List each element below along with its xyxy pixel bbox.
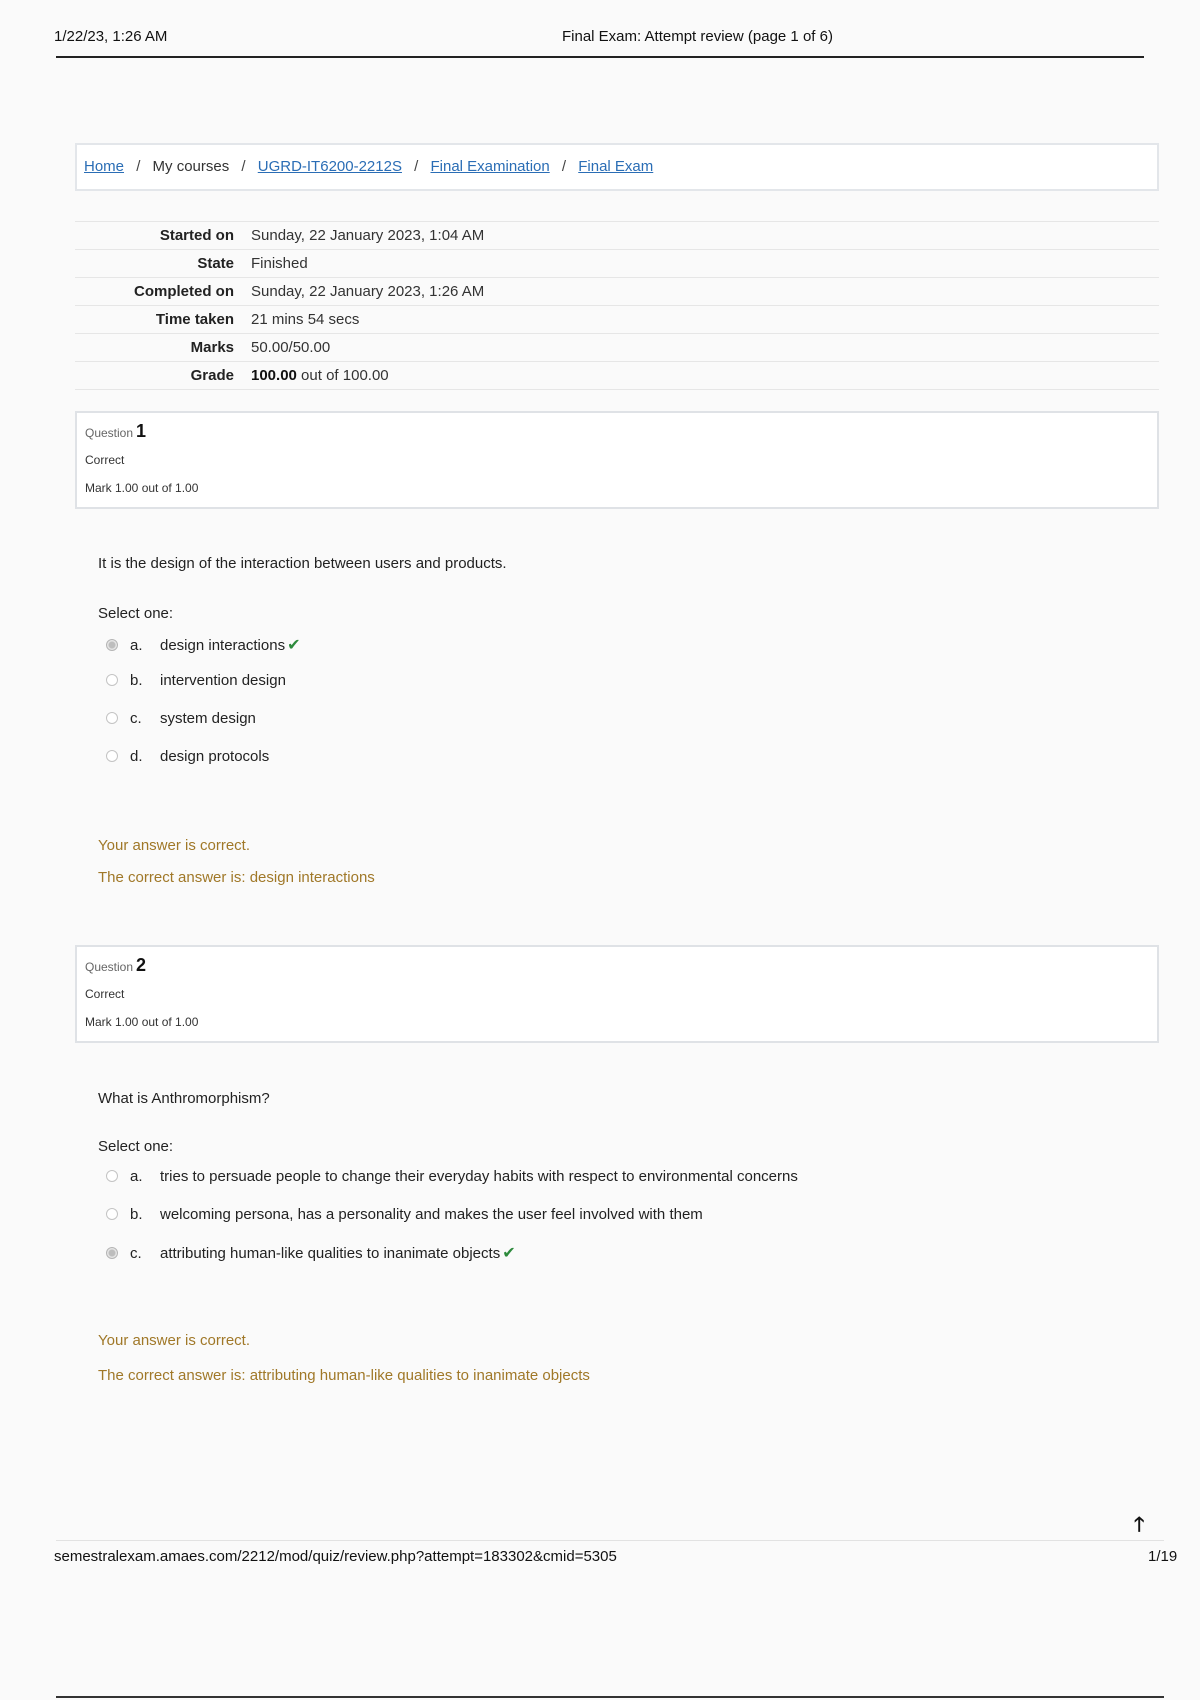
question-label: Question bbox=[85, 426, 134, 440]
breadcrumb-my-courses: My courses bbox=[152, 158, 230, 175]
breadcrumb-home-link[interactable]: Home bbox=[84, 158, 125, 175]
breadcrumb-separator: / bbox=[241, 158, 246, 175]
answer-feedback: Your answer is correct. bbox=[98, 837, 251, 854]
summary-label: Completed on bbox=[134, 283, 234, 300]
summary-value: Finished bbox=[251, 255, 308, 272]
arrow-up-icon[interactable]: 🡑 bbox=[1134, 1514, 1145, 1536]
summary-row-completed bbox=[75, 277, 1159, 305]
print-page-title: Final Exam: Attempt review (page 1 of 6) bbox=[562, 28, 833, 45]
answer-option[interactable] bbox=[106, 1168, 798, 1188]
correct-answer-text: The correct answer is: design interactions bbox=[98, 869, 375, 886]
breadcrumb-separator: / bbox=[561, 158, 567, 175]
option-letter: b. bbox=[130, 672, 143, 689]
answer-feedback: Your answer is correct. bbox=[98, 1332, 251, 1349]
summary-label: Marks bbox=[190, 339, 234, 356]
radio-unselected[interactable] bbox=[106, 750, 118, 762]
question-number-value: 2 bbox=[136, 955, 147, 975]
breadcrumb-final-exam-link[interactable]: Final Exam bbox=[578, 158, 654, 175]
question-state: Correct bbox=[85, 453, 125, 467]
radio-unselected[interactable] bbox=[106, 712, 118, 724]
summary-label: Time taken bbox=[155, 311, 234, 328]
answer-option[interactable] bbox=[106, 672, 286, 692]
answer-option[interactable] bbox=[106, 1206, 703, 1226]
check-icon: ✔ bbox=[287, 637, 301, 654]
radio-selected[interactable] bbox=[106, 1247, 118, 1259]
breadcrumb-separator: / bbox=[414, 158, 419, 175]
breadcrumb bbox=[75, 143, 1159, 191]
question-label: Question bbox=[85, 960, 134, 974]
footer-divider bbox=[56, 1540, 1164, 1541]
check-icon: ✔ bbox=[502, 1245, 516, 1262]
summary-value: 50.00/50.00 bbox=[251, 339, 331, 356]
option-text: intervention design bbox=[160, 672, 286, 689]
select-one-prompt: Select one: bbox=[98, 1138, 174, 1155]
print-url: semestralexam.amaes.com/2212/mod/quiz/review.php?attempt=183302&cmid=5305 bbox=[54, 1548, 617, 1565]
option-text: attributing human-like qualities to inanimate objects bbox=[160, 1245, 501, 1262]
question-text: It is the design of the interaction between users and products. bbox=[98, 555, 507, 572]
summary-grade-value bbox=[251, 367, 389, 384]
summary-label: Started on bbox=[159, 227, 234, 244]
breadcrumb-separator: / bbox=[136, 158, 141, 175]
print-page-number: 1/19 bbox=[1148, 1548, 1178, 1565]
grade-score: 100.00 bbox=[251, 367, 297, 384]
summary-row-marks bbox=[75, 333, 1159, 361]
option-letter: b. bbox=[130, 1206, 143, 1223]
option-letter: c. bbox=[130, 710, 142, 727]
attempt-summary-table bbox=[75, 221, 1159, 390]
radio-unselected[interactable] bbox=[106, 1208, 118, 1220]
correct-answer-text: The correct answer is: attributing human-like qualities to inanimate objects bbox=[98, 1367, 590, 1384]
summary-value: Sunday, 22 January 2023, 1:04 AM bbox=[251, 227, 485, 244]
summary-value: Sunday, 22 January 2023, 1:26 AM bbox=[251, 283, 485, 300]
summary-row-grade bbox=[75, 361, 1159, 390]
question-mark: Mark 1.00 out of 1.00 bbox=[85, 481, 199, 495]
option-letter: a. bbox=[130, 1168, 143, 1185]
answer-option[interactable] bbox=[106, 1243, 516, 1263]
question-text: What is Anthromorphism? bbox=[98, 1090, 270, 1107]
option-text: system design bbox=[160, 710, 256, 727]
radio-unselected[interactable] bbox=[106, 674, 118, 686]
option-text: design protocols bbox=[160, 748, 270, 765]
select-one-prompt: Select one: bbox=[98, 605, 174, 622]
breadcrumb-final-examination-link[interactable]: Final Examination bbox=[430, 158, 550, 175]
question-info-box bbox=[75, 945, 1159, 1043]
option-text: tries to persuade people to change their everyday habits with respect to environmental concerns bbox=[160, 1168, 798, 1185]
question-state: Correct bbox=[85, 987, 125, 1001]
option-letter: d. bbox=[130, 748, 143, 765]
print-datetime: 1/22/23, 1:26 AM bbox=[54, 28, 168, 45]
option-letter: a. bbox=[130, 637, 143, 654]
question-number-value: 1 bbox=[136, 421, 147, 441]
summary-value: 21 mins 54 secs bbox=[251, 311, 360, 328]
option-letter: c. bbox=[130, 1245, 142, 1262]
summary-label: State bbox=[197, 255, 234, 272]
question-number bbox=[85, 421, 146, 442]
header-divider bbox=[56, 56, 1144, 58]
breadcrumb-course-link[interactable]: UGRD-IT6200-2212S bbox=[257, 158, 402, 175]
radio-unselected[interactable] bbox=[106, 1170, 118, 1182]
question-info-box bbox=[75, 411, 1159, 509]
radio-selected[interactable] bbox=[106, 639, 118, 651]
question-mark: Mark 1.00 out of 1.00 bbox=[85, 1015, 199, 1029]
answer-option[interactable] bbox=[106, 635, 300, 655]
question-number bbox=[85, 955, 146, 976]
grade-out-of: out of 100.00 bbox=[296, 367, 389, 384]
option-text: design interactions bbox=[160, 637, 286, 654]
answer-option[interactable] bbox=[106, 748, 269, 768]
option-text: welcoming persona, has a personality and makes the user feel involved with them bbox=[160, 1206, 703, 1223]
summary-label: Grade bbox=[190, 367, 234, 384]
summary-row-state bbox=[75, 249, 1159, 277]
summary-row-time-taken bbox=[75, 305, 1159, 333]
summary-row-started bbox=[75, 221, 1159, 249]
answer-option[interactable] bbox=[106, 710, 256, 730]
page-bottom-divider bbox=[56, 1696, 1164, 1698]
